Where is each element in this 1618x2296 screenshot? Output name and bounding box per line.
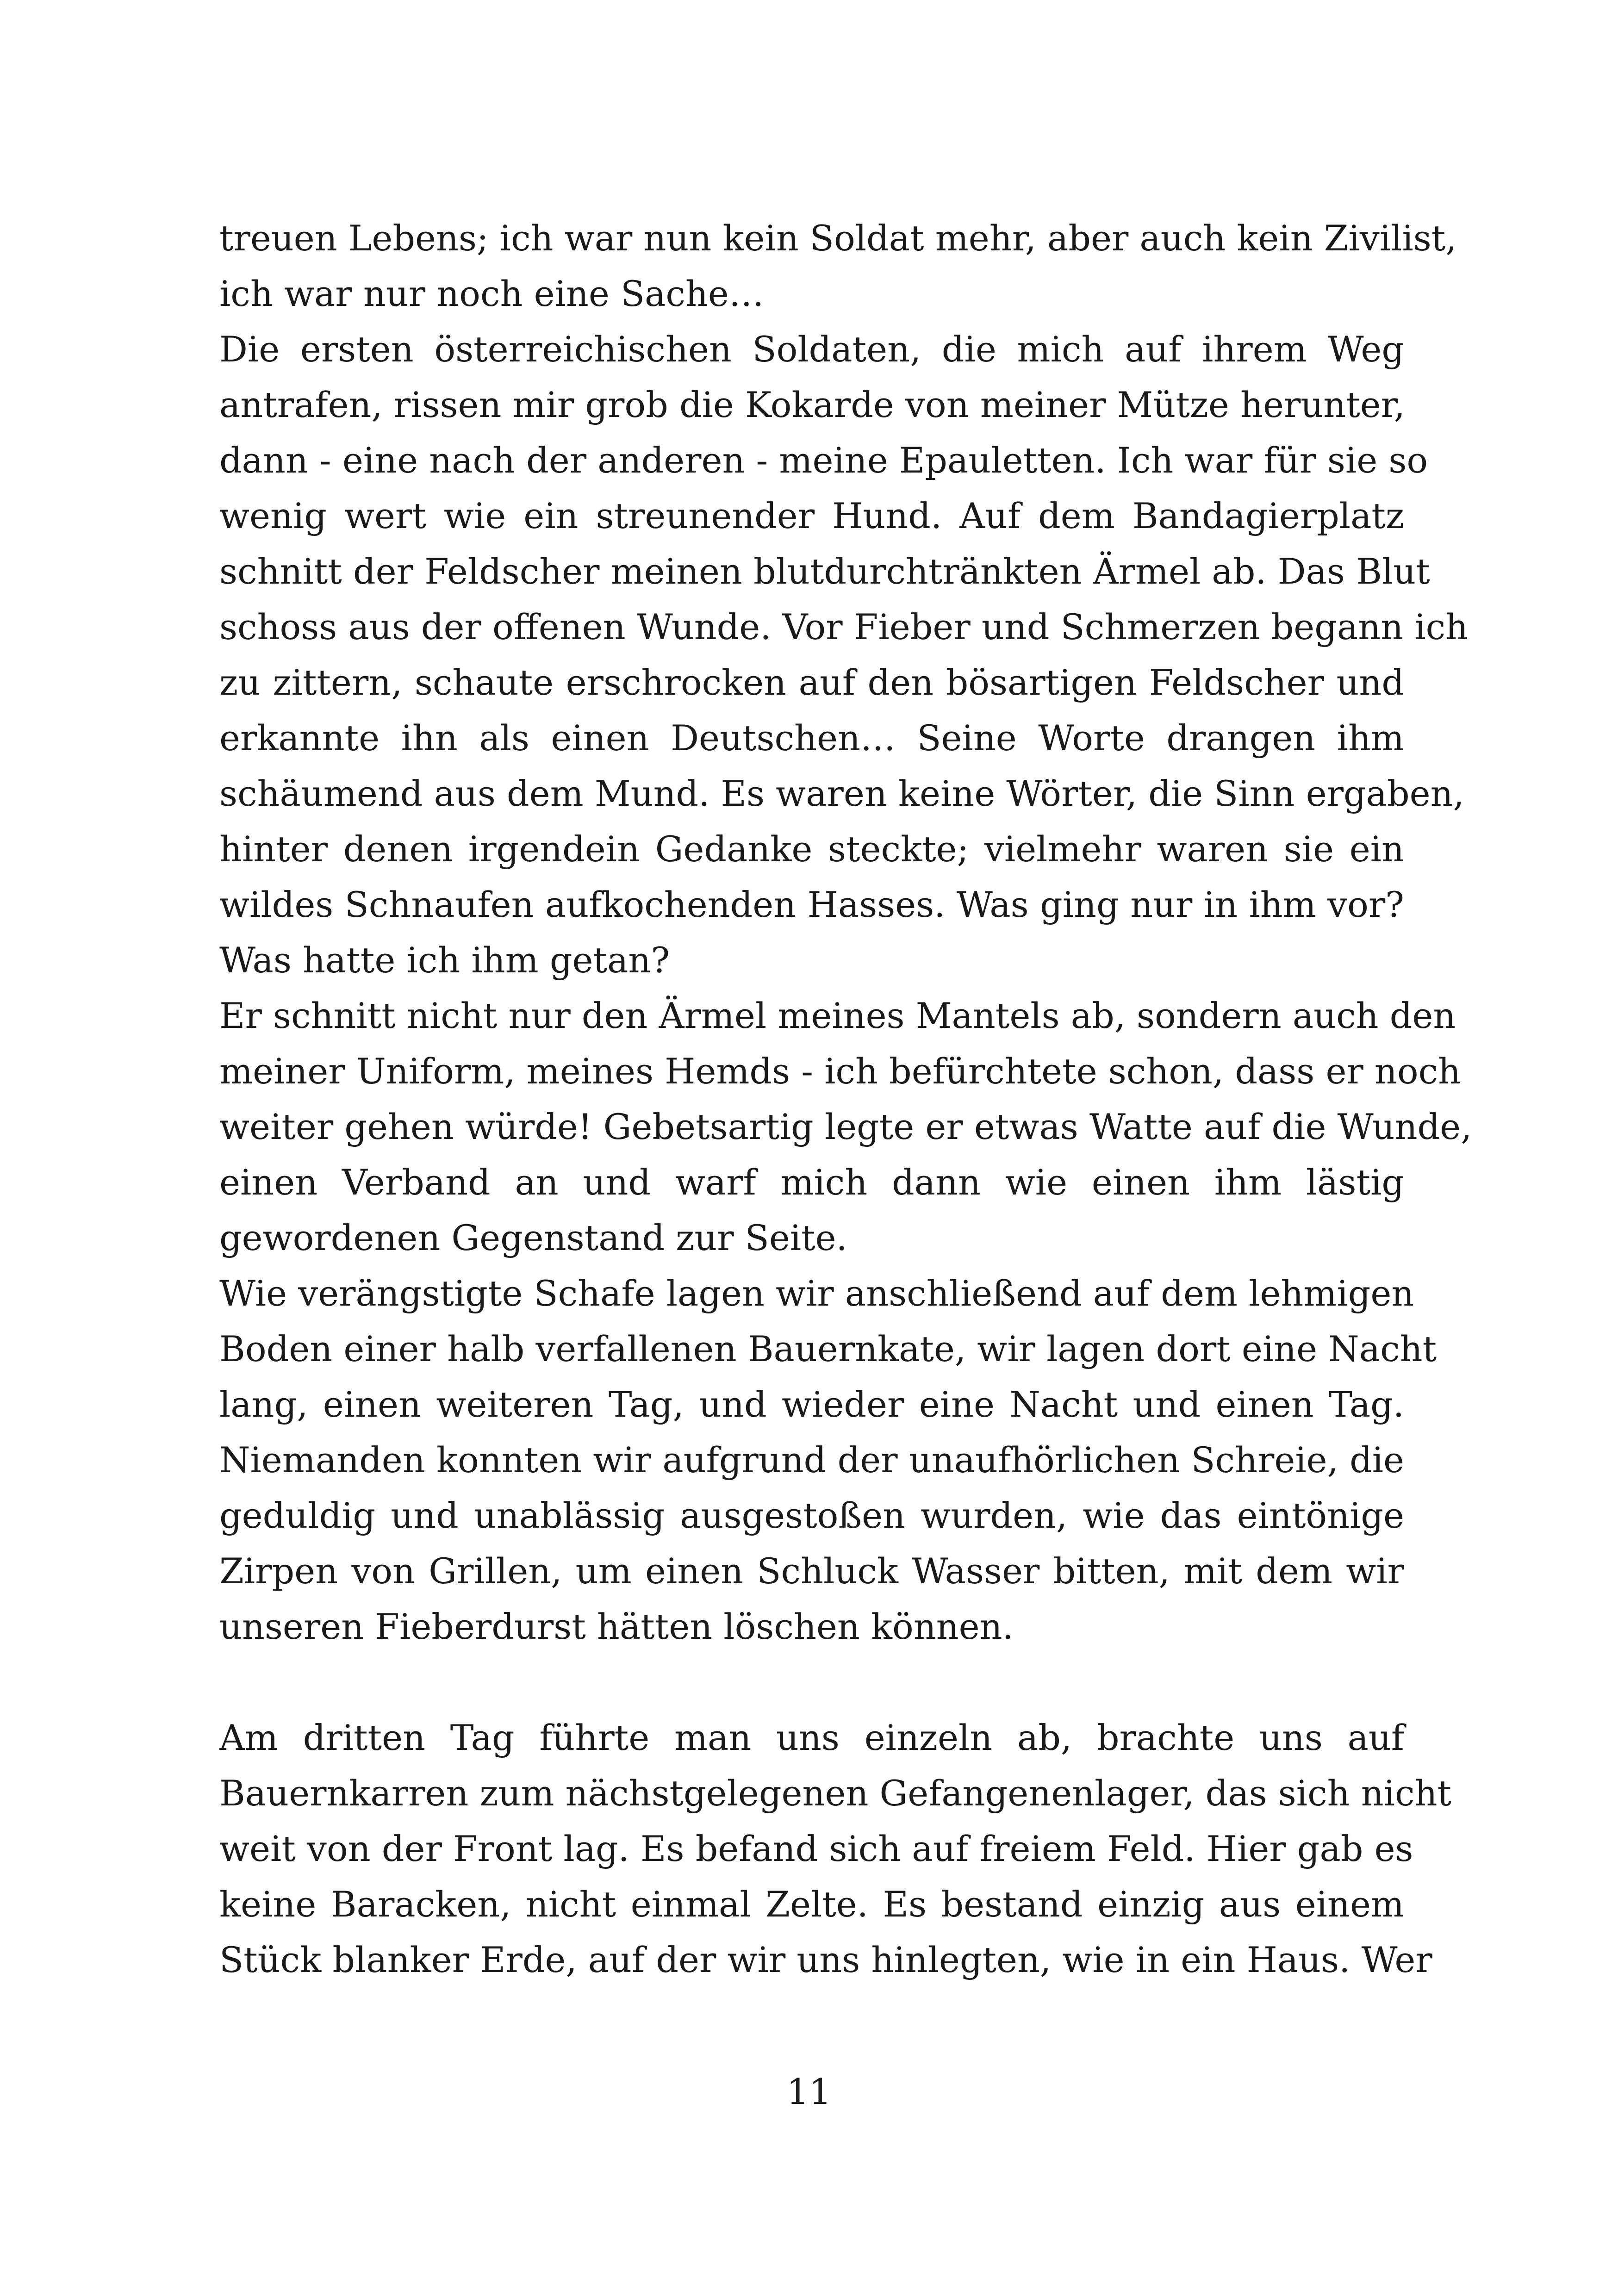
paragraph-1 [219,211,1457,322]
paragraph-4 [219,1266,1437,1655]
text-line: gewordenen Gegenstand zur Seite. [219,1217,847,1258]
text-line: schoss aus der offenen Wunde. Vor Fieber und Schmerzen begann ich [219,606,1469,647]
text-line: ich war nur noch eine Sache… [219,273,764,314]
text-line: dann - eine nach der anderen - meine Epauletten. Ich war für sie so [219,440,1428,481]
text-line: Zirpen von Grillen, um einen Schluck Wasser bitten, mit dem wir [219,1550,1404,1592]
text-line: wenig wert wie ein streunender Hund. Auf dem Bandagierplatz [219,495,1404,536]
paragraph-5 [219,1710,1452,1988]
text-line: schäumend aus dem Mund. Es waren keine Wörter, die Sinn ergaben, [219,773,1464,814]
text-line: hinter denen irgendein Gedanke steckte; vielmehr waren sie ein [219,828,1404,870]
text-line: zu zittern, schaute erschrocken auf den bösartigen Feldscher und [219,662,1404,703]
text-line: antrafen, rissen mir grob die Kokarde von meiner Mütze herunter, [219,384,1405,425]
text-line: Boden einer halb verfallenen Bauernkate, wir lagen dort eine Nacht [219,1328,1437,1369]
text-line: treuen Lebens; ich war nun kein Soldat mehr, aber auch kein Zivilist, [219,218,1457,259]
text-line: lang, einen weiteren Tag, und wieder eine Nacht und einen Tag. [219,1384,1404,1425]
text-line: Am dritten Tag führte man uns einzeln ab, brachte uns auf [219,1717,1404,1758]
text-line: weit von der Front lag. Es befand sich auf freiem Feld. Hier gab es [219,1828,1413,1869]
text-line: geduldig und unablässig ausgestoßen wurden, wie das eintönige [219,1495,1404,1536]
page-number: 11 [786,2071,832,2112]
text-line: keine Baracken, nicht einmal Zelte. Es bestand einzig aus einem [219,1884,1404,1925]
paragraph-3 [219,988,1472,1266]
text-line: Er schnitt nicht nur den Ärmel meines Mantels ab, sondern auch den [219,995,1456,1036]
text-line: Niemanden konnten wir aufgrund der unaufhörlichen Schreie, die [219,1439,1404,1481]
text-line: wildes Schnaufen aufkochenden Hasses. Was ging nur in ihm vor? [219,884,1404,925]
text-line: Was hatte ich ihm getan? [219,940,670,981]
text-line: schnitt der Feldscher meinen blutdurchtränkten Ärmel ab. Das Blut [219,551,1430,592]
body-text [219,211,1472,1988]
text-line: Die ersten österreichischen Soldaten, die mich auf ihrem Weg [219,329,1404,370]
text-line: Wie verängstigte Schafe lagen wir anschließend auf dem lehmigen [219,1273,1414,1314]
text-line: Stück blanker Erde, auf der wir uns hinlegten, wie in ein Haus. Wer [219,1939,1432,1980]
text-line: Bauernkarren zum nächstgelegenen Gefangenenlager, das sich nicht [219,1773,1452,1814]
text-line: unseren Fieberdurst hätten löschen können. [219,1606,1014,1647]
text-line: meiner Uniform, meines Hemds - ich befürchtete schon, dass er noch [219,1051,1461,1092]
text-line: erkannte ihn als einen Deutschen… Seine Worte drangen ihm [219,717,1404,759]
text-line: einen Verband an und warf mich dann wie einen ihm lästig [219,1162,1404,1203]
text-line: weiter gehen würde! Gebetsartig legte er etwas Watte auf die Wunde, [219,1106,1472,1147]
paragraph-2 [219,322,1469,988]
